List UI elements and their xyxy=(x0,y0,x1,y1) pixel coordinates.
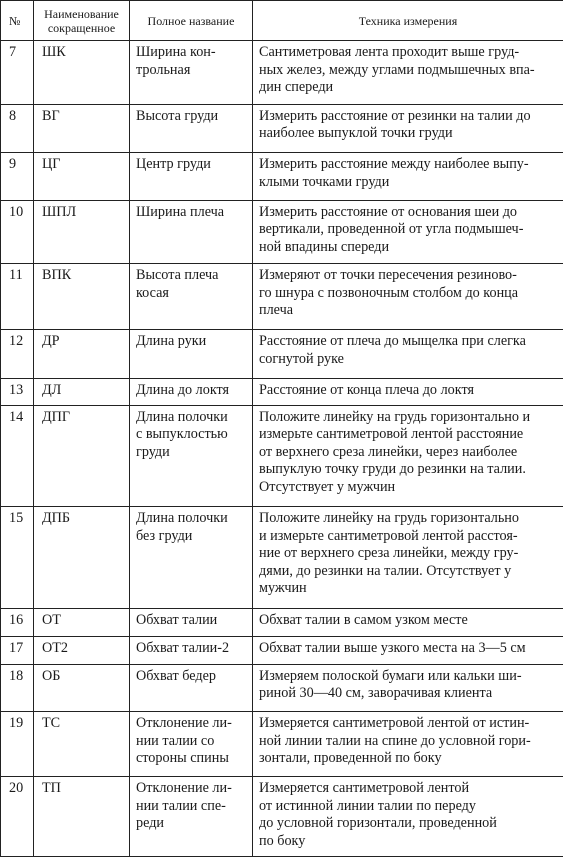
row-number: 13 xyxy=(1,378,34,405)
row-technique: Положите линейку на грудь горизонтально и измерьте сантиметровой лентой расстояние от верхнего среза линейки, через наиболее выпуклую точку груди до резинки на талии. Отсутствует у мужчин xyxy=(253,405,563,506)
row-full-name: Длина до локтя xyxy=(130,378,253,405)
table-row xyxy=(1,507,563,609)
table-row xyxy=(1,777,563,857)
row-number: 15 xyxy=(1,507,34,609)
row-abbreviation: ОБ xyxy=(34,664,130,712)
table-row xyxy=(1,153,563,201)
row-abbreviation: ВГ xyxy=(34,104,130,153)
row-full-name: Отклонение ли- нии талии со стороны спины xyxy=(130,712,253,777)
row-technique: Измерить расстояние от основания шеи до вертикали, проведенной от угла подмышеч- ной впадины спереди xyxy=(253,200,563,264)
row-full-name: Центр груди xyxy=(130,153,253,201)
row-technique: Сантиметровая лента проходит выше груд- ных желез, между углами подмышечных впа- дин спереди xyxy=(253,41,563,105)
row-abbreviation: ДПБ xyxy=(34,507,130,609)
row-abbreviation: ДР xyxy=(34,330,130,379)
column-header-technique: Техника измерения xyxy=(253,1,563,41)
row-technique: Расстояние от конца плеча до локтя xyxy=(253,378,563,405)
table-row xyxy=(1,104,563,153)
row-technique: Измеряют от точки пересечения резиново- го шнура с позвоночным столбом до конца плеча xyxy=(253,264,563,330)
row-abbreviation: ЦГ xyxy=(34,153,130,201)
row-number: 16 xyxy=(1,609,34,636)
row-technique: Измеряется сантиметровой лентой от истинной линии талии по переду до условной горизонтали, проведенной по боку xyxy=(253,777,563,857)
row-technique: Обхват талии в самом узком месте xyxy=(253,609,563,636)
row-number: 17 xyxy=(1,636,34,664)
row-technique: Расстояние от плеча до мыщелка при слегка согнутой руке xyxy=(253,330,563,379)
row-abbreviation: ТС xyxy=(34,712,130,777)
table-row xyxy=(1,405,563,506)
row-technique: Измерить расстояние между наиболее выпу- клыми точками груди xyxy=(253,153,563,201)
row-full-name: Обхват бедер xyxy=(130,664,253,712)
table-row xyxy=(1,41,563,105)
row-full-name: Ширина кон- трольная xyxy=(130,41,253,105)
row-technique: Измеряем полоской бумаги или кальки ши- риной 30—40 см, заворачивая клиента xyxy=(253,664,563,712)
row-number: 19 xyxy=(1,712,34,777)
table-row xyxy=(1,200,563,264)
table-row xyxy=(1,664,563,712)
table-row xyxy=(1,378,563,405)
row-number: 18 xyxy=(1,664,34,712)
column-header-number: № xyxy=(1,1,34,41)
column-header-abbreviation: Наименование сокращенное xyxy=(34,1,130,41)
table-row xyxy=(1,636,563,664)
row-full-name: Обхват талии xyxy=(130,609,253,636)
column-header-full-name: Полное название xyxy=(130,1,253,41)
row-number: 9 xyxy=(1,153,34,201)
row-abbreviation: ШПЛ xyxy=(34,200,130,264)
row-abbreviation: ШК xyxy=(34,41,130,105)
table-row xyxy=(1,712,563,777)
row-abbreviation: ОТ2 xyxy=(34,636,130,664)
row-technique: Положите линейку на грудь горизонтально и измерьте сантиметровой лентой расстоя- ние от верхнего среза линейки, между гру- дями, до резинки на талии. Отсутствует у мужчин xyxy=(253,507,563,609)
row-number: 10 xyxy=(1,200,34,264)
row-number: 20 xyxy=(1,777,34,857)
row-number: 12 xyxy=(1,330,34,379)
row-full-name: Длина руки xyxy=(130,330,253,379)
row-full-name: Обхват талии-2 xyxy=(130,636,253,664)
row-full-name: Высота плеча косая xyxy=(130,264,253,330)
table-row xyxy=(1,264,563,330)
row-number: 8 xyxy=(1,104,34,153)
row-abbreviation: ДЛ xyxy=(34,378,130,405)
row-number: 11 xyxy=(1,264,34,330)
row-full-name: Ширина плеча xyxy=(130,200,253,264)
row-full-name: Отклонение ли- нии талии спе- реди xyxy=(130,777,253,857)
row-number: 7 xyxy=(1,41,34,105)
table-header-row xyxy=(1,1,563,41)
row-technique: Измерить расстояние от резинки на талии до наиболее выпуклой точки груди xyxy=(253,104,563,153)
row-full-name: Высота груди xyxy=(130,104,253,153)
table-row xyxy=(1,330,563,379)
row-full-name: Длина полочки с выпуклостью груди xyxy=(130,405,253,506)
row-abbreviation: ДПГ xyxy=(34,405,130,506)
row-technique: Измеряется сантиметровой лентой от истин- ной линии талии на спине до условной гори- зонтали, проведенной по боку xyxy=(253,712,563,777)
row-technique: Обхват талии выше узкого места на 3—5 см xyxy=(253,636,563,664)
row-full-name: Длина полочки без груди xyxy=(130,507,253,609)
row-abbreviation: ОТ xyxy=(34,609,130,636)
table-row xyxy=(1,609,563,636)
row-number: 14 xyxy=(1,405,34,506)
row-abbreviation: ВПК xyxy=(34,264,130,330)
row-abbreviation: ТП xyxy=(34,777,130,857)
